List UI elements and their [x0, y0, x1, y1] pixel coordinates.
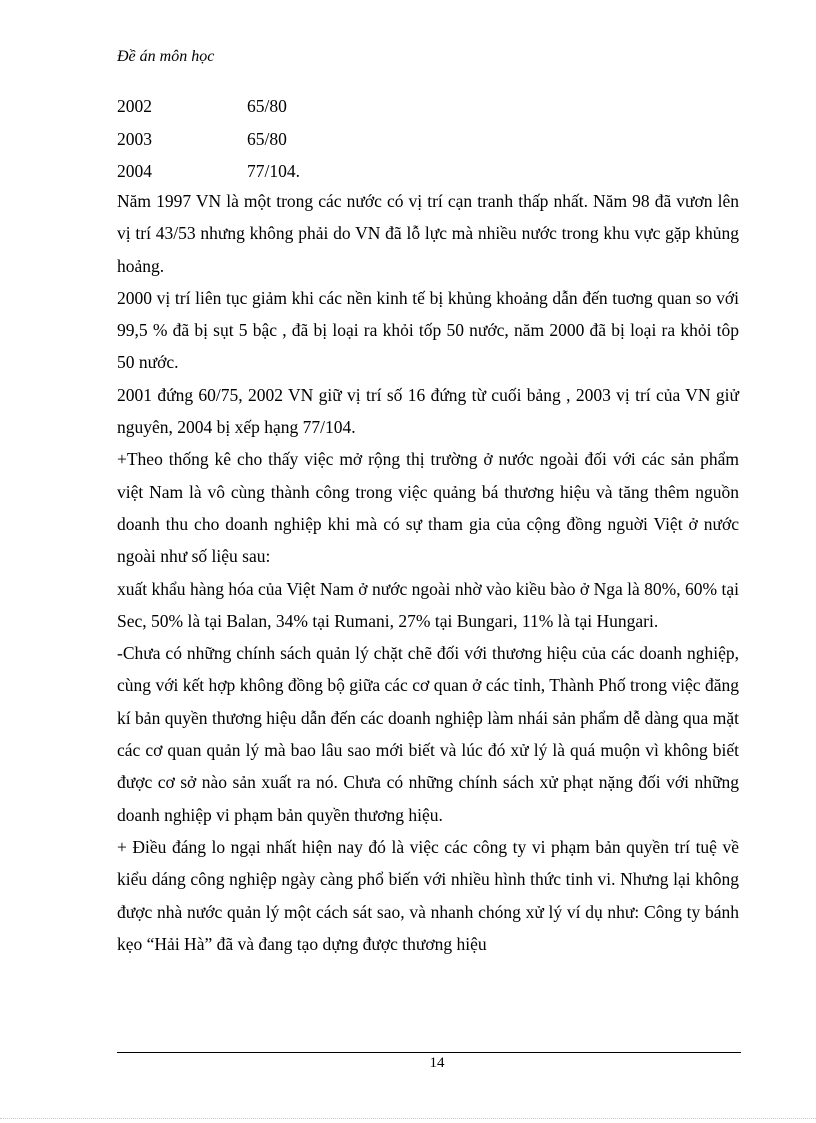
- paragraph-brand-policy: -Chưa có những chính sách quản lý chặt chẽ đối với thương hiệu của các doanh nghiệp, cùng với kết hợp không đồng bộ giữa các cơ quan ở các tỉnh, Thành Phố trong việc đăng kí bản quyền thương hiệu dẫn đến các doanh nghiệp làm nhái sản phẩm dễ dàng qua mặt các cơ quan quản lý mà bao lâu sao mới biết và lúc đó xử lý là quá muộn vì không biết được cơ sở nào sản xuất ra nó. Chưa có những chính sách xử phạt nặng đối với những doanh nghiệp vi phạm bản quyền thương hiệu.: [117, 643, 739, 825]
- paragraph-overseas-market: +Theo thống kê cho thấy việc mở rộng thị trường ở nước ngoài đối với các sản phẩm việt Nam là vô cùng thành công trong việc quảng bá thương hiệu và tăng thêm nguồn doanh thu cho doanh nghiệp khi mà có sự tham gia của cộng đồng nguời Việt ở nước ngoài như số liệu sau:: [117, 449, 739, 567]
- ranking-value: 65/80: [247, 129, 287, 149]
- page-bottom-edge: [0, 1118, 816, 1119]
- footer-divider: [117, 1052, 741, 1053]
- page-number: 14: [429, 1055, 445, 1071]
- ranking-row: [117, 94, 287, 118]
- body-text: [117, 185, 739, 960]
- page-header: Đề án môn học: [117, 48, 215, 65]
- paragraph-ranking-2000: 2000 vị trí liên tục giảm khi các nền kinh tế bị khủng khoảng dẫn đến tuơng quan so với 99,5 % đã bị sụt 5 bậc , đã bị loại ra khỏi tốp 50 nước, năm 2000 đã bị loại ra khỏi tôp 50 nước.: [117, 287, 739, 373]
- paragraph-export-shares: xuất khẩu hàng hóa của Việt Nam ở nước ngoài nhờ vào kiều bào ở Nga là 80%, 60% tại Sec, 50% là tại Balan, 34% tại Rumani, 27% tại Bungari, 11% là tại Hungari.: [117, 578, 739, 631]
- paragraph-competitiveness-1997: Năm 1997 VN là một trong các nước có vị trí cạn tranh thấp nhất. Năm 98 đã vươn lên vị trí 43/53 nhưng không phải do VN đã lỗ lực mà nhiều nước trong khu vực gặp khủng hoảng.: [117, 191, 739, 276]
- paragraph-ranking-2001-2004: 2001 đứng 60/75, 2002 VN giữ vị trí số 16 đứng từ cuối bảng , 2003 vị trí của VN giử nguyên, 2004 bị xếp hạng 77/104.: [117, 384, 739, 438]
- ranking-year: 2004: [117, 161, 152, 181]
- ranking-row: [117, 127, 287, 151]
- ranking-value: 65/80: [247, 96, 287, 116]
- ranking-year: 2002: [117, 96, 152, 116]
- ranking-year: 2003: [117, 129, 152, 149]
- ranking-value: 77/104.: [247, 161, 300, 181]
- paragraph-ip-violation: + Điều đáng lo ngại nhất hiện nay đó là việc các công ty vi phạm bản quyền trí tuệ về kiểu dáng công nghiệp ngày càng phổ biến với nhiều hình thức tinh vi. Nhưng lại không được nhà nước quản lý một cách sát sao, và nhanh chóng xử lý ví dụ như: Công ty bánh kẹo “Hải Hà” đã và đang tạo dựng được thương hiệu: [117, 836, 739, 954]
- ranking-row: [117, 159, 300, 183]
